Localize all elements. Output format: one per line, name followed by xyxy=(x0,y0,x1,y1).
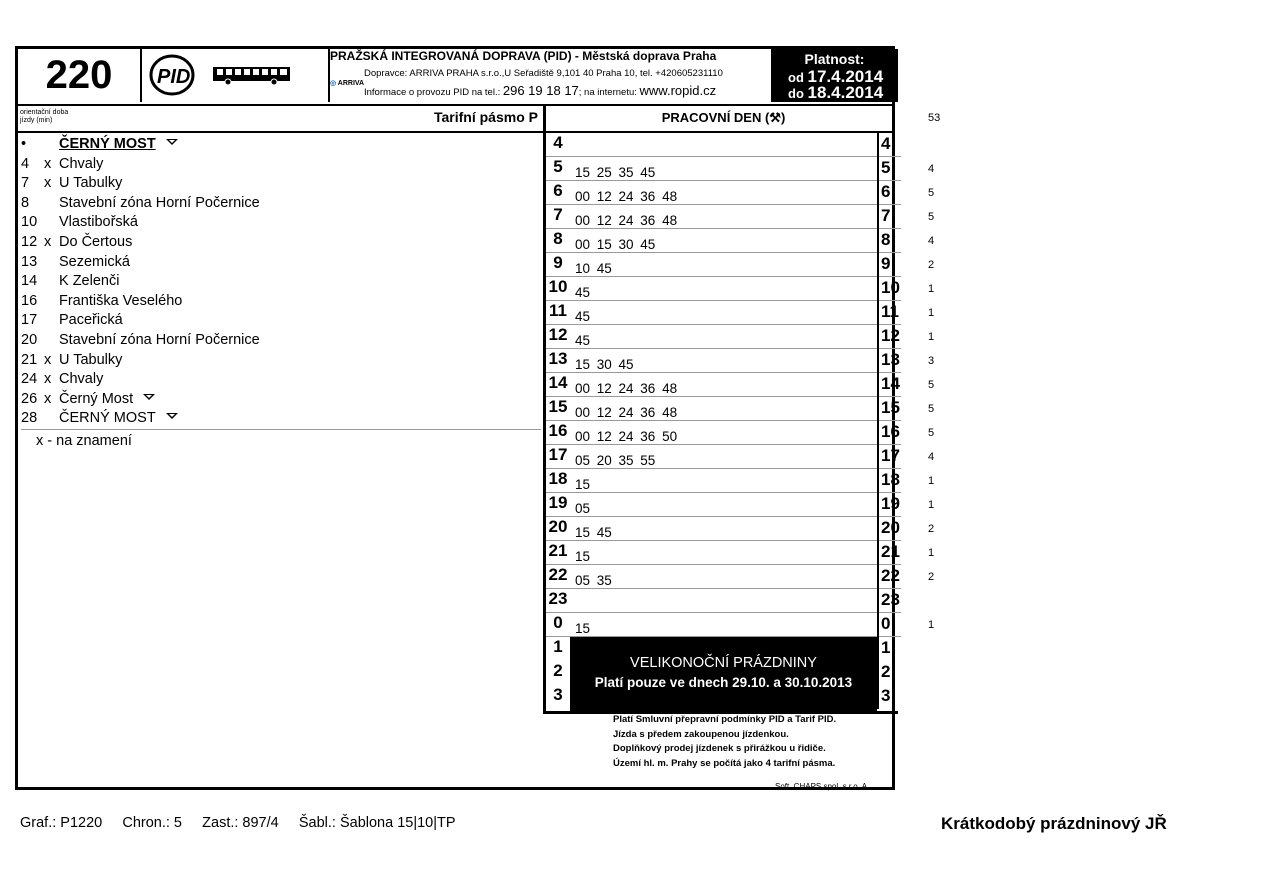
connection-count: 2 xyxy=(928,259,935,271)
org-title: PRAŽSKÁ INTEGROVANÁ DOPRAVA (PID) - Městská doprava Praha xyxy=(330,49,717,63)
hour-label-left: 9 xyxy=(553,253,563,272)
hour-label-right: 2 xyxy=(877,661,901,685)
stop-time: 7 xyxy=(21,175,30,192)
hour-label-right: 3 xyxy=(877,685,901,709)
metro-transfer-icon xyxy=(166,138,178,146)
stop-time: 12 xyxy=(21,233,38,250)
web-prefix: ; na internetu: xyxy=(578,87,637,98)
orientation-label: orientační doba jízdy (min) xyxy=(20,109,69,124)
hour-row xyxy=(546,589,901,613)
hour-row xyxy=(546,277,901,301)
connection-count: 3 xyxy=(928,355,935,367)
stop-name: Stavební zóna Horní Počernice xyxy=(59,331,260,348)
stop-row xyxy=(21,155,541,175)
minutes: 45 xyxy=(575,285,591,300)
stop-name-wrap xyxy=(59,292,182,312)
minutes: 05 20 35 55 xyxy=(575,453,656,468)
hour-row xyxy=(546,397,901,421)
hour-label-right: 22 xyxy=(877,565,901,589)
notice-text: Platí pouze ve dnech 29.10. a 30.10.2013 xyxy=(594,675,853,690)
connection-count: 1 xyxy=(928,475,935,487)
stop-name-wrap xyxy=(59,233,132,253)
valid-from-date: 17.4.2014 xyxy=(807,67,884,86)
stop-time: 13 xyxy=(21,253,38,270)
minutes: 15 xyxy=(575,621,591,636)
stop-row xyxy=(21,213,541,233)
hour-label-left: 5 xyxy=(553,157,563,176)
hour-label-right: 5 xyxy=(877,157,901,181)
minutes: 00 15 30 45 xyxy=(575,237,656,252)
connection-count: 2 xyxy=(928,523,935,535)
stop-row xyxy=(21,311,541,331)
connection-count: 1 xyxy=(928,283,935,295)
line-number: 220 xyxy=(18,49,142,102)
sub-header xyxy=(18,104,892,133)
rule-line: Území hl. m. Prahy se počítá jako 4 tarifní pásma. xyxy=(613,757,836,769)
hour-label-left: 3 xyxy=(553,685,563,704)
hour-row xyxy=(546,565,901,589)
hour-label-right: 11 xyxy=(877,301,901,325)
minutes: 05 35 xyxy=(575,573,612,588)
hour-row xyxy=(546,493,901,517)
stop-row xyxy=(21,292,541,312)
stop-name-wrap xyxy=(59,253,130,273)
connection-count: 5 xyxy=(928,187,935,199)
valid-to-date: 18.4.2014 xyxy=(807,83,884,102)
valid-to xyxy=(788,83,883,103)
minutes: 15 25 35 45 xyxy=(575,165,656,180)
stop-name: Sezemická xyxy=(59,253,130,270)
hour-row xyxy=(546,421,901,445)
stop-time: 21 xyxy=(21,351,38,368)
stop-name-wrap xyxy=(59,331,260,351)
connection-count: 5 xyxy=(928,403,935,415)
hour-label-right: 7 xyxy=(877,205,901,229)
hour-label-left: 17 xyxy=(548,445,568,464)
stop-time: 17 xyxy=(21,312,38,329)
hour-label-left: 10 xyxy=(548,277,568,296)
minutes: 45 xyxy=(575,309,591,324)
stop-time: 24 xyxy=(21,371,38,388)
hour-row xyxy=(546,301,901,325)
bus-icon xyxy=(212,65,292,85)
hour-label-left: 13 xyxy=(548,349,568,368)
stop-name-wrap xyxy=(59,370,103,390)
arriva-text: ARRIVA xyxy=(337,80,365,87)
stop-name-wrap xyxy=(59,174,122,194)
stop-row xyxy=(21,390,541,410)
stop-on-request-mark: x xyxy=(44,371,52,388)
rule-line: Doplňkový prodej jízdenek s přirážkou u řidiče. xyxy=(613,743,826,754)
stop-time: 10 xyxy=(21,214,38,231)
minutes: 00 12 24 36 50 xyxy=(575,429,678,444)
phone-number: 296 19 18 17 xyxy=(502,83,579,98)
hour-label-left: 23 xyxy=(548,589,568,608)
hour-label-left: 19 xyxy=(548,493,568,512)
hour-label-left: 16 xyxy=(548,421,568,440)
hour-label-left: 7 xyxy=(553,205,563,224)
stop-name-wrap xyxy=(59,213,138,233)
connection-count: 1 xyxy=(928,619,935,631)
stop-on-request-mark: x xyxy=(44,390,52,407)
stop-name-wrap xyxy=(59,272,119,292)
stop-time: 8 xyxy=(21,194,30,211)
connection-count: 53 xyxy=(928,112,941,124)
hour-label-right: 19 xyxy=(877,493,901,517)
hour-label-right: 8 xyxy=(877,229,901,253)
logo-box xyxy=(142,49,330,102)
hour-label-right: 0 xyxy=(877,613,901,637)
hour-label-right: 10 xyxy=(877,277,901,301)
web-address: www.ropid.cz xyxy=(639,83,717,98)
hour-label-right: 13 xyxy=(877,349,901,373)
minutes: 00 12 24 36 48 xyxy=(575,189,678,204)
stop-row xyxy=(21,351,541,371)
stop-name: ČERNÝ MOST xyxy=(59,136,156,152)
stop-name: ČERNÝ MOST xyxy=(59,410,156,427)
minutes: 00 12 24 36 48 xyxy=(575,405,678,420)
stop-name: U Tabulky xyxy=(59,175,123,192)
connection-count: 5 xyxy=(928,211,935,223)
stop-name: U Tabulky xyxy=(59,351,123,368)
rule-line: Jízda s předem zakoupenou jízdenkou. xyxy=(613,728,789,740)
notice-title: VELIKONOČNÍ PRÁZDNINY xyxy=(630,655,817,671)
minutes: 15 xyxy=(575,549,591,564)
stop-name: Chvaly xyxy=(59,371,104,388)
hour-label-left: 2 xyxy=(553,661,563,680)
hour-row xyxy=(546,349,901,373)
hour-label-left: 1 xyxy=(553,637,563,656)
stop-time: • xyxy=(21,136,27,152)
rule-line: Platí Smluvní přepravní podmínky PID a Tarif PID. xyxy=(613,714,837,725)
hour-label-left: 22 xyxy=(548,565,568,584)
validity-box xyxy=(771,49,898,102)
hour-label-left: 11 xyxy=(549,301,567,320)
arriva-logo: ◎ ARRIVA xyxy=(330,80,365,87)
pid-logo-icon xyxy=(148,53,196,97)
hour-label-left: 8 xyxy=(553,229,563,248)
hour-label-right: 20 xyxy=(877,517,901,541)
stop-time: 14 xyxy=(21,273,38,290)
hour-label-right: 6 xyxy=(877,181,901,205)
hour-label-left: 4 xyxy=(553,133,563,152)
hour-row xyxy=(546,445,901,469)
connection-count: 2 xyxy=(928,571,935,583)
timetable-frame xyxy=(15,46,900,791)
operator-info xyxy=(330,49,771,102)
stop-name-wrap xyxy=(59,351,122,371)
hour-row xyxy=(546,613,901,637)
validity-title: Platnost: xyxy=(804,51,865,67)
hour-row xyxy=(546,541,901,565)
contact-line xyxy=(364,83,716,98)
connection-count: 1 xyxy=(928,547,935,559)
connection-count: 5 xyxy=(928,379,935,391)
hour-row xyxy=(546,517,901,541)
stop-name-wrap xyxy=(59,155,103,175)
stop-row xyxy=(21,331,541,351)
connection-count: 5 xyxy=(928,427,935,439)
stop-name: Černý Most xyxy=(59,390,134,407)
hour-label-right: 21 xyxy=(877,541,901,565)
stop-on-request-mark: x xyxy=(44,351,52,368)
hour-row xyxy=(546,229,901,253)
stop-name-wrap xyxy=(59,390,155,410)
hour-label-right: 4 xyxy=(877,133,901,157)
hour-row xyxy=(546,133,901,157)
svg-text:PID: PID xyxy=(157,66,191,88)
hour-label-right: 16 xyxy=(877,421,901,445)
hour-label-right: 1 xyxy=(877,637,901,661)
hour-row xyxy=(546,157,901,181)
software-credit: Soft. CHAPS spol. s r.o. A xyxy=(775,782,868,791)
hour-row xyxy=(546,253,901,277)
stop-name: Františka Veselého xyxy=(59,292,183,309)
stop-name-wrap xyxy=(59,311,123,331)
metro-transfer-icon xyxy=(166,412,178,420)
info-prefix: Informace o provozu PID na tel.: xyxy=(364,87,501,98)
hour-label-right: 17 xyxy=(877,445,901,469)
timetable-header xyxy=(18,49,892,106)
stop-row xyxy=(21,194,541,214)
rules-text xyxy=(613,713,836,771)
short-timetable-label: Krátkodobý prázdninový JŘ xyxy=(941,814,1167,833)
stop-time: 20 xyxy=(21,331,38,348)
hour-label-right: 9 xyxy=(877,253,901,277)
stop-list xyxy=(21,135,541,430)
hour-label-left: 14 xyxy=(548,373,568,392)
connection-count: 1 xyxy=(928,307,935,319)
stop-row xyxy=(21,370,541,390)
day-type-header: PRACOVNÍ DEN (⚒) xyxy=(543,104,901,131)
minutes: 15 xyxy=(575,477,591,492)
minutes: 10 45 xyxy=(575,261,612,276)
minutes: 15 45 xyxy=(575,525,612,540)
hour-label-right: 14 xyxy=(877,373,901,397)
hour-row xyxy=(546,325,901,349)
stop-name: Paceřická xyxy=(59,312,123,329)
hour-label-left: 21 xyxy=(548,541,568,560)
hour-label-left: 6 xyxy=(553,181,563,200)
stop-row xyxy=(21,272,541,292)
connection-count: 4 xyxy=(928,451,935,463)
connection-count: 1 xyxy=(928,499,935,511)
stop-name-wrap xyxy=(59,409,178,429)
tariff-zone: Tarifní pásmo P xyxy=(434,109,538,125)
minutes: 05 xyxy=(575,501,591,516)
stop-name: Stavební zóna Horní Počernice xyxy=(59,194,260,211)
hour-label-left: 18 xyxy=(548,469,568,488)
minutes: 00 12 24 36 48 xyxy=(575,381,678,396)
stop-row xyxy=(21,135,541,155)
stop-time: 26 xyxy=(21,390,38,407)
hour-label-right: 12 xyxy=(877,325,901,349)
carrier-line: Dopravce: ARRIVA PRAHA s.r.o.,U Seřadiště 9,101 40 Praha 10, tel. +420605231110 xyxy=(364,68,723,79)
minutes: 45 xyxy=(575,333,591,348)
stop-row xyxy=(21,253,541,273)
hour-label-left: 0 xyxy=(553,613,563,632)
hour-label-right: 23 xyxy=(877,589,901,613)
hour-row xyxy=(546,373,901,397)
minutes: 00 12 24 36 48 xyxy=(575,213,678,228)
stop-row xyxy=(21,174,541,194)
stop-on-request-mark: x xyxy=(44,175,52,192)
stop-name: Vlastibořská xyxy=(59,214,138,231)
hour-label-right: 15 xyxy=(877,397,901,421)
stop-row xyxy=(21,409,541,430)
hour-row xyxy=(546,181,901,205)
metro-transfer-icon xyxy=(143,393,155,401)
holiday-notice xyxy=(570,637,877,711)
stop-name: Chvaly xyxy=(59,155,104,172)
footer-info: Graf.: P1220 Chron.: 5 Zast.: 897/4 Šabl.: Šablona 15|10|TP xyxy=(20,815,456,831)
stop-on-request-mark: x xyxy=(44,155,52,172)
connection-count: 4 xyxy=(928,235,935,247)
stop-time: 4 xyxy=(21,155,30,172)
minutes: 15 30 45 xyxy=(575,357,634,372)
connection-count: 4 xyxy=(928,163,935,175)
stop-time: 16 xyxy=(21,292,38,309)
hour-label-left: 15 xyxy=(548,397,568,416)
stop-name-wrap xyxy=(59,194,260,214)
connection-count: 1 xyxy=(928,331,935,343)
hour-row xyxy=(546,469,901,493)
stop-name-wrap xyxy=(59,135,178,155)
stop-name: K Zelenči xyxy=(59,273,120,290)
stop-name: Do Čertous xyxy=(59,233,133,250)
valid-to-label: do xyxy=(788,86,804,101)
stop-on-request-mark: x xyxy=(44,233,52,250)
stop-row xyxy=(21,233,541,253)
departure-table xyxy=(543,133,901,711)
hour-label-right: 18 xyxy=(877,469,901,493)
hour-label-left: 12 xyxy=(548,325,568,344)
hour-label-left: 20 xyxy=(548,517,568,536)
stop-time: 28 xyxy=(21,410,38,427)
valid-from-label: od xyxy=(788,70,804,85)
legend-on-request: x - na znamení xyxy=(36,433,132,449)
hour-row xyxy=(546,205,901,229)
